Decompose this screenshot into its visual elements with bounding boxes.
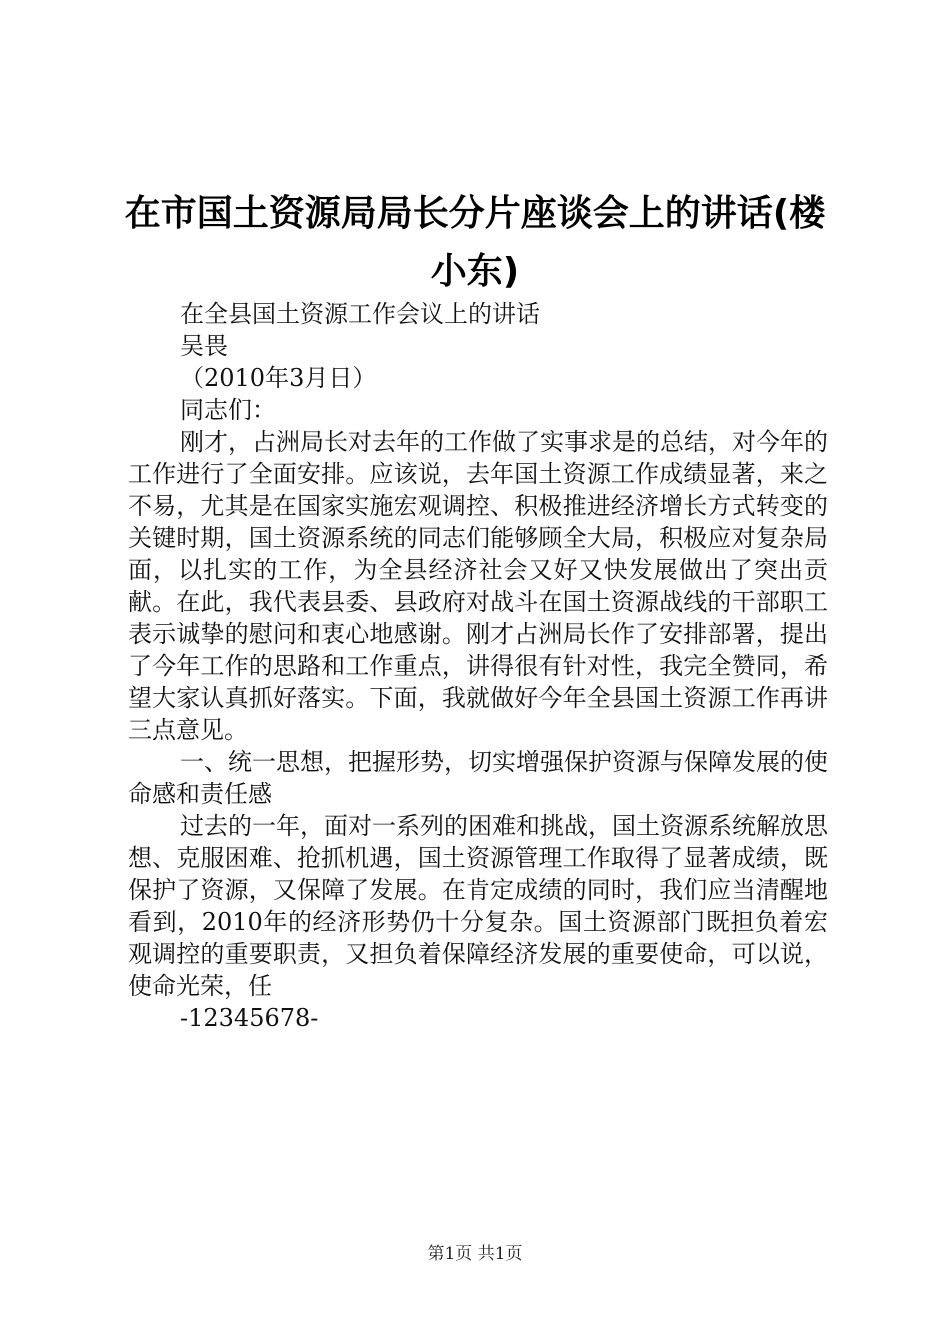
page-footer: 第1页 共1页 [427, 1244, 523, 1264]
section-heading: 一、统一思想，把握形势，切实增强保护资源与保障发展的使命感和责任感 [128, 748, 828, 808]
paragraph: 刚才，占洲局长对去年的工作做了实事求是的总结，对今年的工作进行了全面安排。应该说，去年国土资源工作成绩显著，来之不易，尤其是在国家实施宏观调控、积极推进经济增长方式转变的关键时期，国土资源系统的同志们能够顾全大局，积极应对复杂局面，以扎实的工作，为全县经济社会又好又快发展做出了突出贡献。在此，我代表县委、县政府对战斗在国土资源战线的干部职工表示诚挚的慰问和衷心地感谢。刚才占洲局长作了安排部署，提出了今年工作的思路和工作重点，讲得很有针对性，我完全赞同，希望大家认真抓好落实。下面，我就做好今年全县国土资源工作再讲三点意见。 [128, 428, 828, 744]
document-title: 在市国土资源局局长分片座谈会上的讲话(楼小东) [124, 193, 826, 292]
paragraph: 过去的一年，面对一系列的困难和挑战，国土资源系统解放思想、克服困难、抢抓机遇，国土资源管理工作取得了显著成绩，既保护了资源，又保障了发展。在肯定成绩的同时，我们应当清醒地看到，2010年的经济形势仍十分复杂。国土资源部门既担负着宏观调控的重要职责，又担负着保障经济发展的重要使命，可以说，使命光荣，任 [128, 812, 828, 1000]
speech-subtitle: 在全县国土资源工作会议上的讲话 [180, 300, 540, 328]
document-body [128, 298, 828, 1034]
author-name: 吴畏 [180, 332, 228, 360]
salutation: 同志们： [180, 396, 276, 424]
speech-date: （2010年3月日） [180, 364, 377, 392]
page-marker: -12345678- [180, 1004, 319, 1032]
